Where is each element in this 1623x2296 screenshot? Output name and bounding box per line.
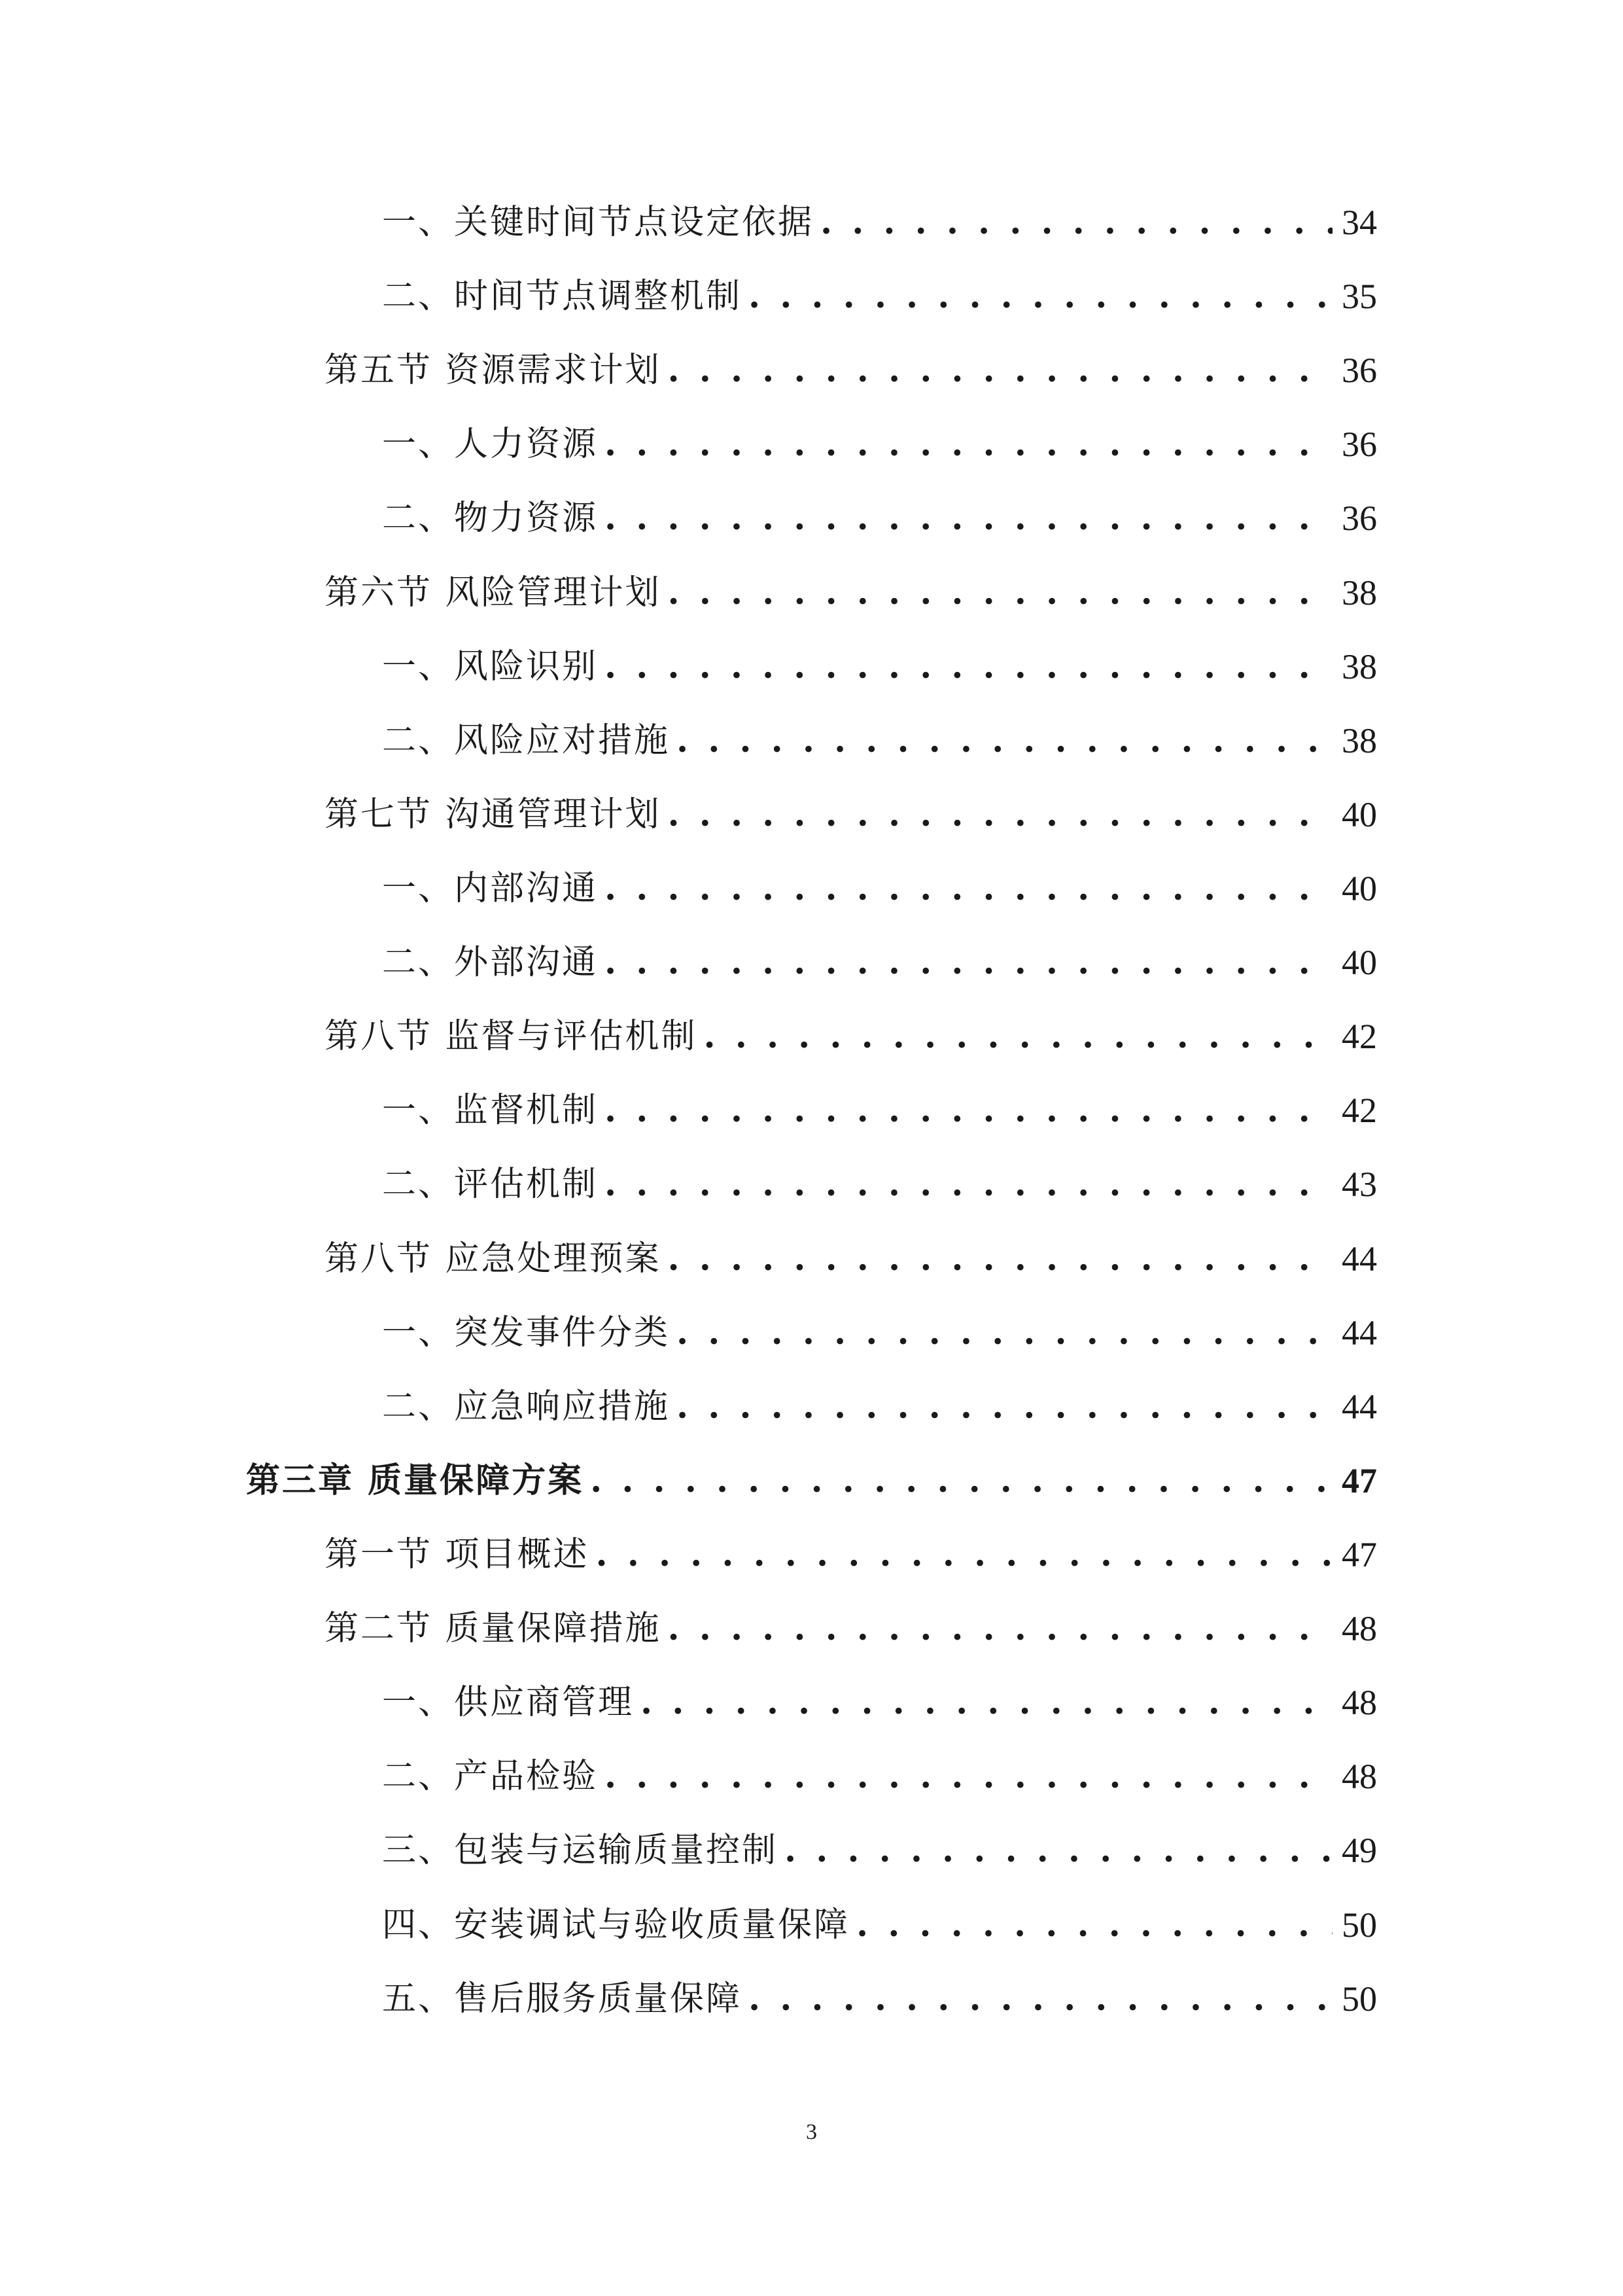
toc-entry-label: 三、包装与运输质量控制 xyxy=(382,1831,778,1870)
toc-entry[interactable] xyxy=(382,715,1377,767)
toc-entry[interactable] xyxy=(382,1084,1377,1137)
toc-dot-leader xyxy=(748,270,1333,323)
toc-entry[interactable] xyxy=(324,1010,1377,1063)
toc-dot-leader xyxy=(604,492,1333,544)
toc-entry-page: 35 xyxy=(1342,277,1377,316)
toc-entry[interactable] xyxy=(324,1528,1377,1581)
toc-entry[interactable] xyxy=(382,1381,1377,1433)
toc-entry-label: 第三章 质量保障方案 xyxy=(246,1460,584,1500)
toc-dot-leader xyxy=(748,1973,1333,2025)
toc-dot-leader xyxy=(668,567,1333,619)
toc-dot-leader xyxy=(784,1824,1333,1877)
toc-entry[interactable] xyxy=(324,1233,1377,1285)
toc-entry[interactable] xyxy=(382,270,1377,323)
toc-entry[interactable] xyxy=(382,1824,1377,1877)
toc-entry-label: 二、评估机制 xyxy=(382,1165,599,1204)
toc-entry[interactable] xyxy=(382,641,1377,693)
toc-entry-page: 44 xyxy=(1342,1239,1377,1279)
toc-entry-label: 二、物力资源 xyxy=(382,499,599,538)
toc-entry-page: 49 xyxy=(1342,1831,1377,1870)
toc-entry[interactable] xyxy=(382,1973,1377,2025)
toc-entry-page: 36 xyxy=(1342,425,1377,464)
toc-entry-chapter[interactable] xyxy=(246,1455,1377,1507)
toc-entry-label: 二、产品检验 xyxy=(382,1757,599,1796)
toc-dot-leader xyxy=(668,1602,1333,1655)
toc-entry[interactable] xyxy=(382,418,1377,470)
toc-entry-page: 48 xyxy=(1342,1757,1377,1796)
toc-dot-leader xyxy=(668,344,1333,397)
toc-entry-page: 47 xyxy=(1342,1535,1377,1574)
toc-entry-page: 42 xyxy=(1342,1017,1377,1056)
toc-dot-leader xyxy=(604,1750,1333,1803)
toc-entry-label: 第五节 资源需求计划 xyxy=(324,351,661,390)
toc-entry[interactable] xyxy=(324,567,1377,619)
toc-dot-leader xyxy=(604,862,1333,915)
toc-entry[interactable] xyxy=(324,344,1377,397)
toc-entry-page: 40 xyxy=(1342,795,1377,834)
toc-entry-page: 38 xyxy=(1342,647,1377,686)
toc-entry[interactable] xyxy=(324,1602,1377,1655)
toc-entry[interactable] xyxy=(382,1899,1377,1951)
toc-entry-page: 50 xyxy=(1342,1905,1377,1945)
toc-entry-label: 第二节 质量保障措施 xyxy=(324,1609,661,1648)
toc-entry-label: 一、人力资源 xyxy=(382,425,599,464)
toc-entry[interactable] xyxy=(382,1307,1377,1359)
toc-entry[interactable] xyxy=(382,1750,1377,1803)
toc-dot-leader xyxy=(604,1158,1333,1210)
toc-entry[interactable] xyxy=(382,936,1377,989)
toc-entry-page: 38 xyxy=(1342,721,1377,760)
toc-entry-page: 40 xyxy=(1342,869,1377,908)
toc-entry-label: 二、应急响应措施 xyxy=(382,1387,671,1426)
toc-entry-label: 一、突发事件分类 xyxy=(382,1313,671,1352)
toc-entry[interactable] xyxy=(382,1158,1377,1210)
toc-dot-leader xyxy=(604,418,1333,470)
toc-entry-label: 一、风险识别 xyxy=(382,647,599,686)
toc-entry[interactable] xyxy=(324,788,1377,841)
toc-entry-label: 二、时间节点调整机制 xyxy=(382,277,742,316)
toc-entry[interactable] xyxy=(382,862,1377,915)
toc-entry-label: 第八节 应急处理预案 xyxy=(324,1239,661,1279)
toc-entry-label: 二、外部沟通 xyxy=(382,943,599,982)
toc-entry-page: 48 xyxy=(1342,1683,1377,1722)
toc-entry-page: 36 xyxy=(1342,351,1377,390)
toc-dot-leader xyxy=(590,1455,1333,1507)
toc-entry-page: 34 xyxy=(1342,203,1377,242)
toc-entry-page: 44 xyxy=(1342,1313,1377,1352)
toc-entry-label: 第一节 项目概述 xyxy=(324,1535,589,1574)
toc-entry-page: 48 xyxy=(1342,1609,1377,1648)
toc-entry-page: 40 xyxy=(1342,943,1377,982)
toc-dot-leader xyxy=(668,1233,1333,1285)
toc-dot-leader xyxy=(604,1084,1333,1137)
toc-entry-page: 38 xyxy=(1342,573,1377,612)
toc-dot-leader xyxy=(856,1899,1333,1951)
toc-entry-page: 44 xyxy=(1342,1387,1377,1426)
toc-dot-leader xyxy=(820,196,1333,249)
toc-entry-label: 二、风险应对措施 xyxy=(382,721,671,760)
toc-dot-leader xyxy=(676,715,1333,767)
toc-dot-leader xyxy=(604,936,1333,989)
toc-entry-page: 36 xyxy=(1342,499,1377,538)
toc-dot-leader xyxy=(704,1010,1333,1063)
toc-dot-leader xyxy=(668,788,1333,841)
toc-dot-leader xyxy=(604,641,1333,693)
toc-dot-leader xyxy=(676,1307,1333,1359)
toc-entry-page: 47 xyxy=(1342,1461,1377,1500)
toc-entry-label: 四、安装调试与验收质量保障 xyxy=(382,1905,850,1945)
toc-entry-label: 一、关键时间节点设定依据 xyxy=(382,203,814,242)
toc-entry-label: 第六节 风险管理计划 xyxy=(324,573,661,612)
toc-entry-label: 一、供应商管理 xyxy=(382,1683,635,1722)
toc-entry[interactable] xyxy=(382,1676,1377,1729)
toc-entry-page: 50 xyxy=(1342,1979,1377,2019)
toc-dot-leader xyxy=(676,1381,1333,1433)
toc-entry-label: 第七节 沟通管理计划 xyxy=(324,795,661,834)
toc-entry-page: 43 xyxy=(1342,1165,1377,1204)
toc-dot-leader xyxy=(640,1676,1333,1729)
toc-entry-label: 第八节 监督与评估机制 xyxy=(324,1017,697,1056)
toc-entry-label: 一、监督机制 xyxy=(382,1091,599,1130)
page-number: 3 xyxy=(806,2120,817,2144)
toc-dot-leader xyxy=(596,1528,1333,1581)
toc-entry-page: 42 xyxy=(1342,1091,1377,1130)
toc-entry[interactable] xyxy=(382,492,1377,544)
toc-entry-label: 五、售后服务质量保障 xyxy=(382,1979,742,2019)
toc-entry-label: 一、内部沟通 xyxy=(382,869,599,908)
toc-entry[interactable] xyxy=(382,196,1377,249)
